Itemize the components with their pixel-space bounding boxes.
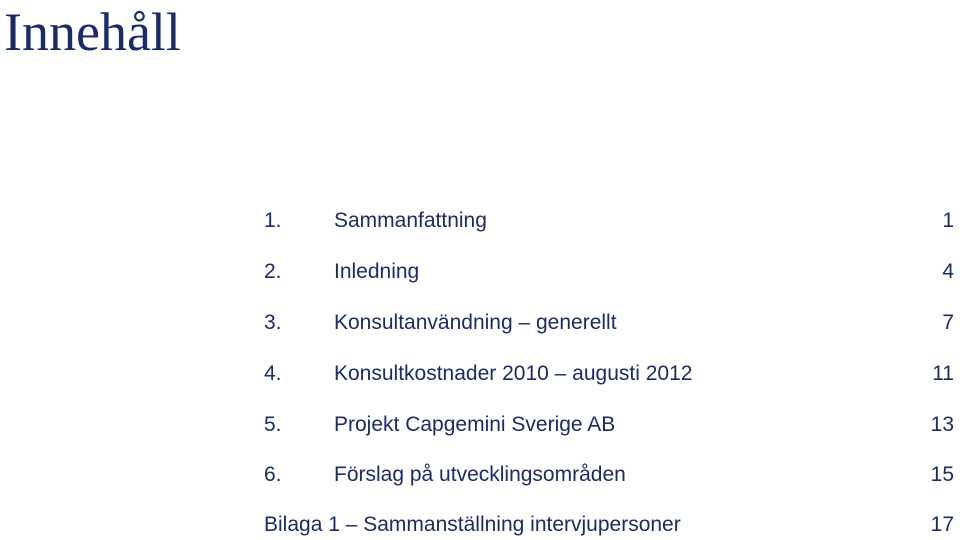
- toc-entry-forslag[interactable]: [264, 460, 954, 490]
- toc-entry-konsultkostnader[interactable]: [264, 359, 954, 389]
- toc-entry-number: 5.: [264, 413, 282, 436]
- toc-entry-inledning[interactable]: [264, 257, 954, 287]
- toc-entry-page: 7: [942, 311, 954, 334]
- toc-entry-number: 3.: [264, 311, 282, 334]
- toc-entry-page: 17: [930, 513, 954, 536]
- toc-entry-page: 13: [930, 413, 954, 436]
- toc-entry-number: 6.: [264, 463, 282, 486]
- toc-entry-page: 11: [932, 362, 954, 385]
- toc-entry-title: Bilaga 1 – Sammanställning intervjupersoner: [264, 513, 681, 536]
- toc-entry-title: Sammanfattning: [334, 209, 487, 232]
- toc-entry-sammanfattning[interactable]: [264, 206, 954, 236]
- toc-entry-title: Konsultkostnader 2010 – augusti 2012: [334, 362, 693, 385]
- toc-entry-number: 2.: [264, 260, 282, 283]
- toc-entry-title: Inledning: [334, 260, 420, 283]
- toc-entry-title: Förslag på utvecklingsområden: [334, 463, 626, 486]
- toc-entry-konsultanvandning[interactable]: [264, 308, 954, 338]
- toc-entry-title: Konsultanvändning – generellt: [334, 311, 617, 334]
- toc-entry-title: Projekt Capgemini Sverige AB: [334, 413, 616, 436]
- toc-entry-page: 4: [942, 260, 954, 283]
- toc-entry-projekt-capgemini[interactable]: [264, 410, 954, 440]
- toc-entry-page: 1: [942, 209, 954, 232]
- toc-entry-number: 1.: [264, 209, 282, 232]
- toc-entry-bilaga-1[interactable]: [264, 510, 954, 540]
- toc-entry-page: 15: [930, 463, 954, 486]
- page-title: Innehåll: [4, 2, 181, 62]
- toc-entry-number: 4.: [264, 362, 282, 385]
